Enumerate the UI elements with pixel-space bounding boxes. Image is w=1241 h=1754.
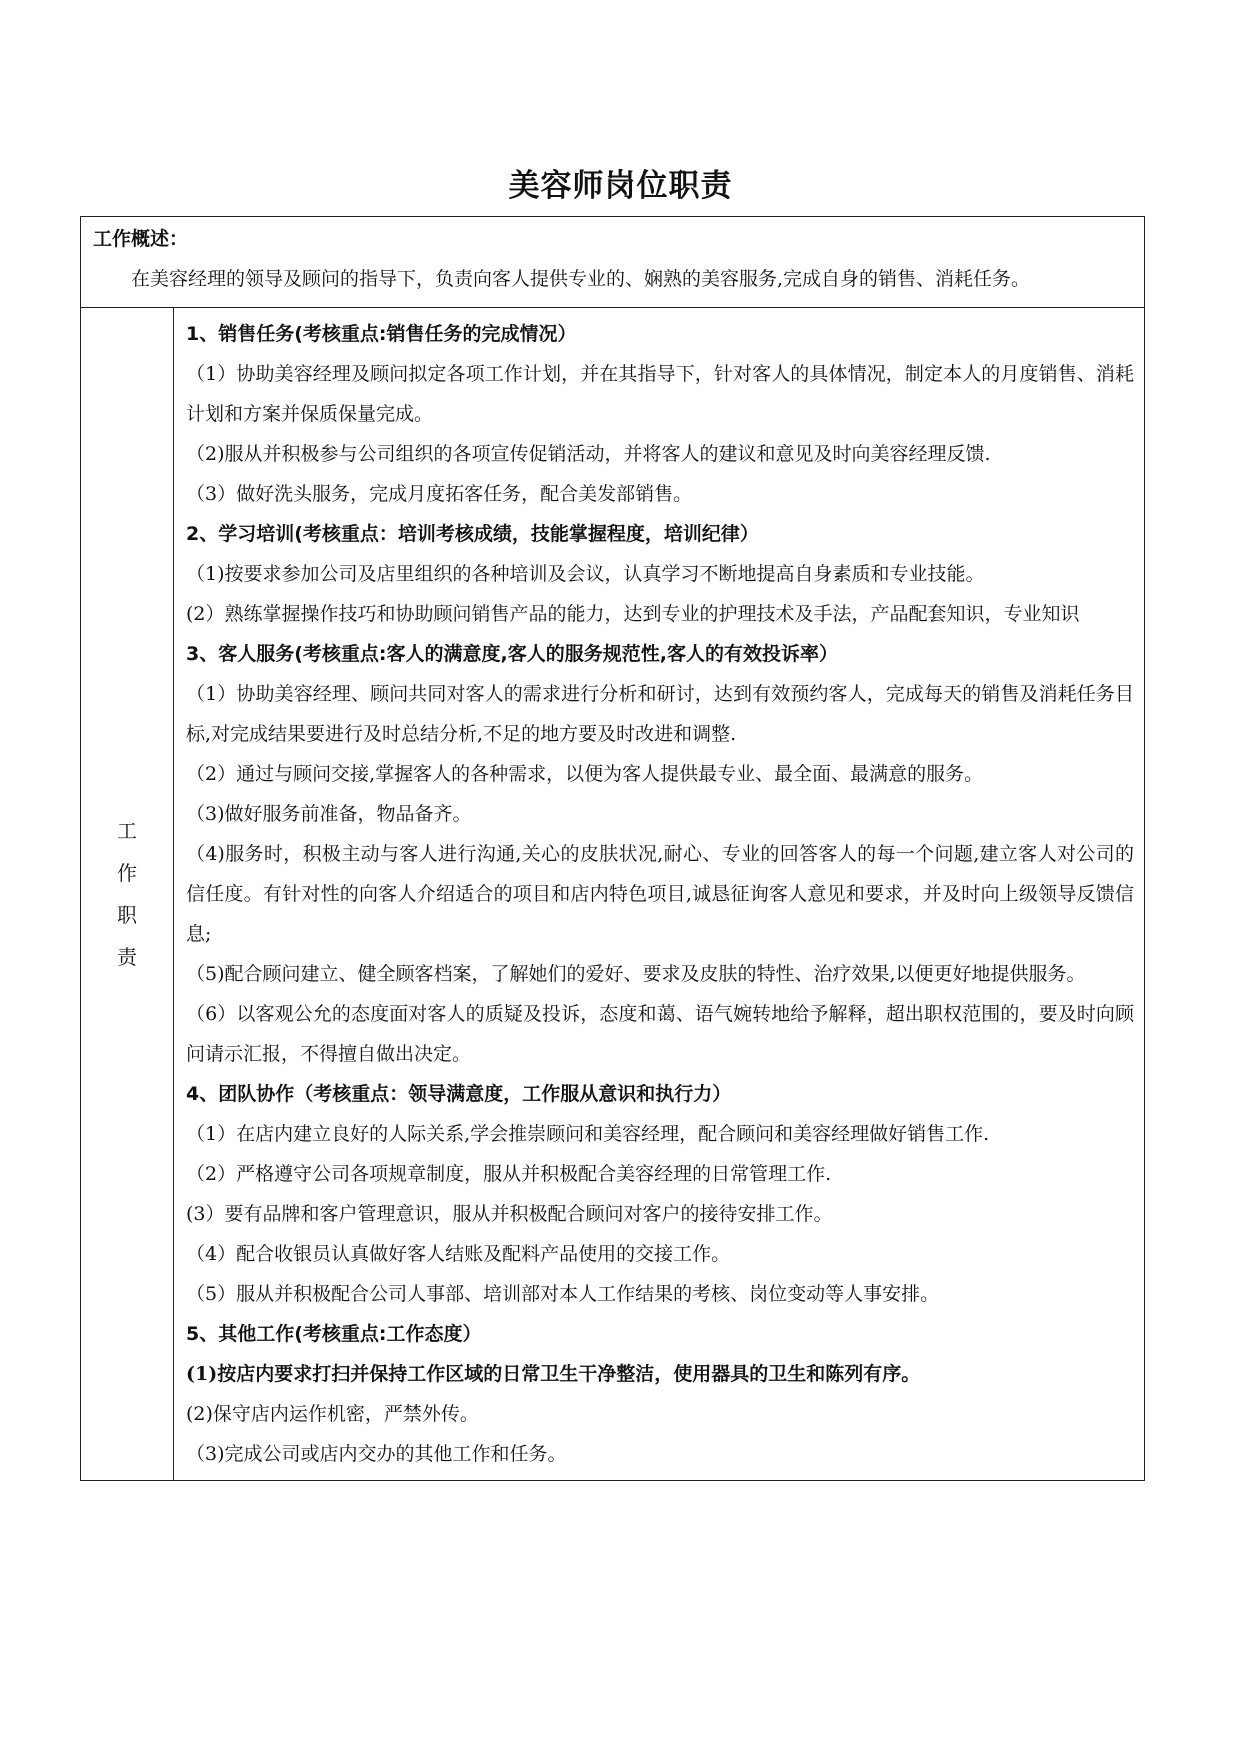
duty-item: （4)服务时，积极主动与客人进行沟通,关心的皮肤状况,耐心、专业的回答客人的每一个问题,建立客人对公司的信任度。有针对性的向客人介绍适合的项目和店内特色项目,诚恳征询客人意见和要求，并及时向上级领导反馈信息; (186, 843, 1135, 945)
duty-item: （1）协助美容经理、顾问共同对客人的需求进行分析和研讨，达到有效预约客人，完成每天的销售及消耗任务目标,对完成结果要进行及时总结分析,不足的地方要及时改进和调整. (186, 683, 1135, 745)
side-label-char: 责 (117, 945, 137, 969)
overview-cell (81, 217, 1145, 308)
duty-item: （3）做好洗头服务，完成月度拓客任务，配合美发部销售。 (186, 483, 693, 505)
overview-text: 在美容经理的领导及顾问的指导下，负责向客人提供专业的、娴熟的美容服务,完成自身的销售、消耗任务。 (131, 268, 1031, 290)
duty-item: （2)服从并积极参与公司组织的各项宣传促销活动，并将客人的建议和意见及时向美容经理反馈. (186, 443, 991, 465)
section-heading: 4、团队协作（考核重点：领导满意度，工作服从意识和执行力） (186, 1083, 732, 1105)
duties-row (81, 308, 1145, 1481)
duty-item: （4）配合收银员认真做好客人结账及配料产品使用的交接工作。 (186, 1243, 731, 1265)
section-heading: 1、销售任务(考核重点:销售任务的完成情况） (186, 323, 577, 345)
duty-item: (2）熟练掌握操作技巧和协助顾问销售产品的能力，达到专业的护理技术及手法，产品配套知识，专业知识 (186, 603, 1080, 625)
duty-item: （6）以客观公允的态度面对客人的质疑及投诉，态度和蔼、语气婉转地给予解释，超出职权范围的，要及时向顾问请示汇报，不得擅自做出决定。 (186, 1003, 1135, 1065)
duty-item: （5)配合顾问建立、健全顾客档案，了解她们的爱好、要求及皮肤的特性、治疗效果,以便更好地提供服务。 (186, 963, 1086, 985)
duty-item: (3）要有品牌和客户管理意识，服从并积极配合顾问对客户的接待安排工作。 (186, 1203, 833, 1225)
side-label-cell (81, 308, 174, 1481)
side-label-char: 作 (117, 861, 137, 885)
section-heading: 3、客人服务(考核重点:客人的满意度,客人的服务规范性,客人的有效投诉率） (186, 643, 838, 665)
duties-content (174, 308, 1145, 1481)
duty-item: (2)保守店内运作机密，严禁外传。 (186, 1403, 479, 1425)
duties-table (80, 216, 1145, 1481)
duty-item: （2）严格遵守公司各项规章制度，服从并积极配合美容经理的日常管理工作. (186, 1163, 832, 1185)
duty-item: （3)做好服务前准备，物品备齐。 (186, 803, 472, 825)
side-label (81, 810, 173, 978)
section-heading: 2、学习培训(考核重点：培训考核成绩，技能掌握程度，培训纪律） (186, 523, 759, 545)
side-label-char: 工 (117, 819, 137, 843)
overview-row (81, 217, 1145, 308)
duty-item: （3)完成公司或店内交办的其他工作和任务。 (186, 1443, 567, 1465)
duty-item: （1)按要求参加公司及店里组织的各种培训及会议，认真学习不断地提高自身素质和专业技能。 (186, 563, 985, 585)
duty-item: （1）在店内建立良好的人际关系,学会推崇顾问和美容经理，配合顾问和美容经理做好销售工作. (186, 1123, 990, 1145)
duty-item: （5）服从并积极配合公司人事部、培训部对本人工作结果的考核、岗位变动等人事安排。 (186, 1283, 940, 1305)
duty-item: (1)按店内要求打扫并保持工作区域的日常卫生干净整洁，使用器具的卫生和陈列有序。 (186, 1363, 921, 1385)
duty-item: （1）协助美容经理及顾问拟定各项工作计划，并在其指导下，针对客人的具体情况，制定本人的月度销售、消耗计划和方案并保质保量完成。 (186, 363, 1135, 425)
section-heading: 5、其他工作(考核重点:工作态度） (186, 1323, 482, 1345)
duty-item: （2）通过与顾问交接,掌握客人的各种需求，以便为客人提供最专业、最全面、最满意的服务。 (186, 763, 984, 785)
side-label-char: 职 (117, 903, 137, 927)
overview-heading: 工作概述： (93, 228, 189, 250)
page-title: 美容师岗位职责 (508, 168, 733, 204)
